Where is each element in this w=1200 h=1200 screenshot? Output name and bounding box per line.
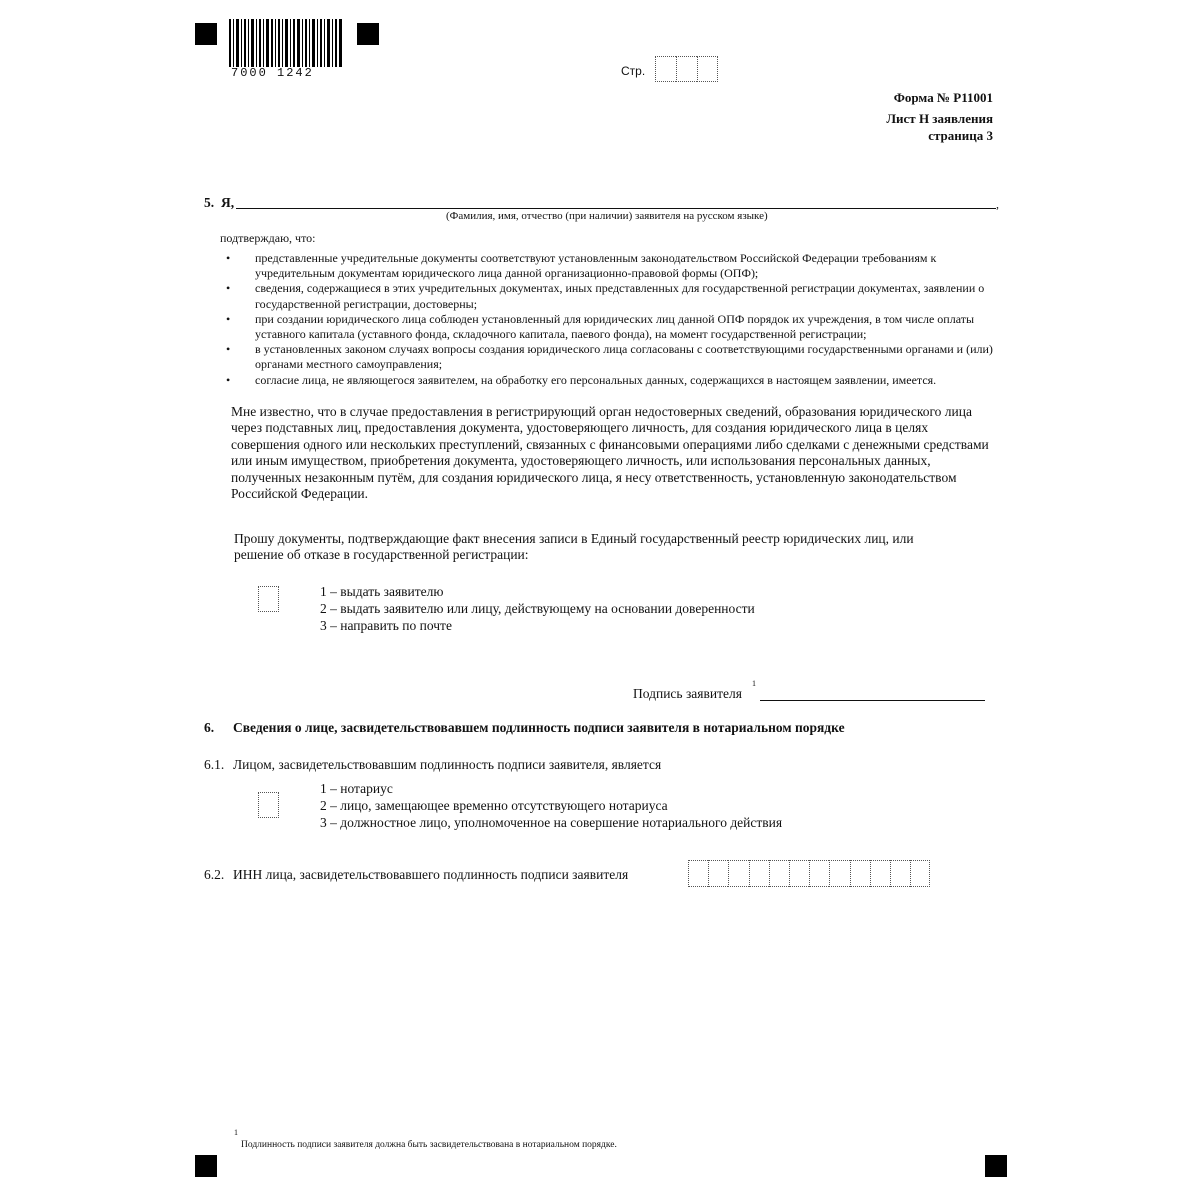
barcode-number: 7000 1242 xyxy=(231,66,314,80)
section5-i-label: Я, xyxy=(221,195,235,210)
list-item: • сведения, содержащиеся в этих учредительных документах, иных представленных для государственной регистрации документах, заявлении о государственной регистрации, достоверны; xyxy=(222,281,994,311)
name-caption: (Фамилия, имя, отчество (при наличии) заявителя на русском языке) xyxy=(446,210,768,222)
list-item: • в установленных законом случаях вопросы создания юридического лица согласованы с соответствующими государственными органами и (или) органами местного самоуправления; xyxy=(222,342,994,372)
corner-marker-bottom-left xyxy=(195,1155,217,1177)
page-label: Стр. xyxy=(621,64,646,78)
delivery-option-3: 3 – направить по почте xyxy=(320,618,452,633)
page-number-cells[interactable] xyxy=(655,56,718,82)
section6-1-text: Лицом, засвидетельствовавшим подлинность подписи заявителя, является xyxy=(233,757,662,772)
section5-number: 5. xyxy=(204,195,215,210)
barcode-image xyxy=(229,19,342,67)
section6-number: 6. xyxy=(204,720,215,735)
delivery-option-2: 2 – выдать заявителю или лицу, действующему на основании доверенности xyxy=(320,601,755,616)
section6-2-number: 6.2. xyxy=(204,867,225,882)
certifier-option-2: 2 – лицо, замещающее временно отсутствующего нотариуса xyxy=(320,798,668,813)
corner-marker-top-left xyxy=(195,23,217,45)
request-text: Прошу документы, подтверждающие факт внесения записи в Единый государственный реестр юридических лиц, или решение об отказе в государственной регистрации: xyxy=(234,531,914,563)
footnote-text: Подлинность подписи заявителя должна быть засвидетельствована в нотариальном порядке. xyxy=(241,1140,617,1150)
list-item: • представленные учредительные документы соответствуют установленным законодательством Российской Федерации требованиям к учредительным документам юридического лица данной организационно-правовой формы (ОПФ); xyxy=(222,251,994,281)
inn-input-cells[interactable] xyxy=(688,860,930,887)
list-item: • согласие лица, не являющегося заявителем, на обработку его персональных данных, содержащихся в настоящем заявлении, имеется. xyxy=(222,373,994,388)
name-line-comma: , xyxy=(996,197,999,211)
signature-line[interactable] xyxy=(760,700,985,701)
certifier-type-choice-cell[interactable] xyxy=(258,792,279,818)
delivery-option-1: 1 – выдать заявителю xyxy=(320,584,444,599)
corner-marker-bottom-right xyxy=(985,1155,1007,1177)
signature-footnote-mark: 1 xyxy=(752,679,756,688)
section6-2-text: ИНН лица, засвидетельствовавшего подлинность подписи заявителя xyxy=(233,867,629,882)
signature-label: Подпись заявителя xyxy=(633,686,742,701)
certifier-option-3: 3 – должностное лицо, уполномоченное на совершение нотариального действия xyxy=(320,815,783,830)
certifier-option-1: 1 – нотариус xyxy=(320,781,393,796)
sheet-label: Лист Н заявления xyxy=(886,111,993,126)
confirm-label: подтверждаю, что: xyxy=(220,231,316,245)
document-delivery-choice-cell[interactable] xyxy=(258,586,279,612)
section6-title: Сведения о лице, засвидетельствовавшем подлинность подписи заявителя в нотариальном порядке xyxy=(233,720,845,735)
footnote-mark: 1 xyxy=(234,1128,238,1137)
section6-1-number: 6.1. xyxy=(204,757,225,772)
list-item: • при создании юридического лица соблюден установленный для юридических лиц данной ОПФ порядок их учреждения, в том числе оплаты уставного капитала (уставного фонда, складочного капитала, паевого фонда), на момент государственной регистрации; xyxy=(222,312,994,342)
responsibility-text: Мне известно, что в случае предоставления в регистрирующий орган недостоверных сведений, образования юридического лица через подставных лиц, предоставления документа, удостоверяющего личность, для создания юридического лица в целях совершения одного или нескольких преступлений, связанных с финансовыми операциями либо сделками с денежными средствами или иным имуществом, приобретения документа, удостоверяющего личность, или использования персональных данных, полученных незаконным путём, для создания юридического лица, я несу ответственность, установленную законодательством Российской Федерации. xyxy=(231,404,989,502)
corner-marker-top-right xyxy=(357,23,379,45)
page-number-label: страница 3 xyxy=(928,128,993,143)
confirmation-list xyxy=(222,251,994,388)
applicant-name-line[interactable] xyxy=(236,208,996,209)
form-number: Форма № Р11001 xyxy=(893,90,993,105)
